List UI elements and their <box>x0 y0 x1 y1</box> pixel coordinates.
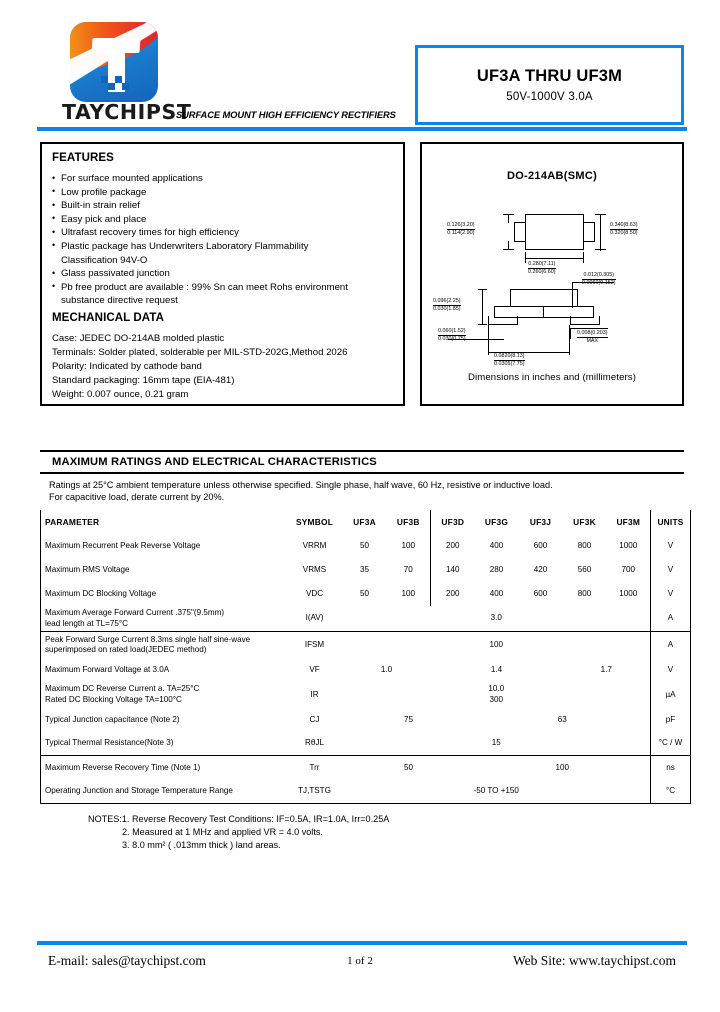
footer-accent-rule <box>37 941 687 945</box>
specifications-table-wrapper <box>40 510 684 805</box>
dimension-value: MAX <box>586 338 599 345</box>
dimension-label-right <box>610 222 638 237</box>
cell-value: 50 <box>359 588 369 598</box>
mechanical-heading: MECHANICAL DATA <box>52 312 165 324</box>
footer-email[interactable]: E-mail: sales@taychipst.com <box>48 953 206 968</box>
cell-value: 600 <box>533 588 548 598</box>
cell-symbol: IFSM <box>304 639 325 649</box>
note-2: 2. Measured at 1 MHz and applied VR = 4.0 volts. <box>122 827 323 838</box>
company-logo <box>62 22 192 127</box>
table-row <box>41 708 691 732</box>
list-item: • Easy pick and place <box>52 213 400 227</box>
cell-value: 200 <box>445 540 460 550</box>
table-row <box>41 756 691 780</box>
cell-value: 420 <box>533 564 548 574</box>
cell-parameter: Maximum Reverse Recovery Time (Note 1) <box>41 756 287 780</box>
cell-value-span: 15 <box>343 732 651 756</box>
dimension-value: 0.030(1.85) <box>433 306 461 313</box>
table-row <box>41 632 691 658</box>
dimension-value: 0.0305(7.75) <box>494 361 525 368</box>
ratings-condition-line2: For capacitive load, derate current by 20%. <box>49 492 225 503</box>
part-number-range: UF3A THRU UF3M <box>476 67 623 85</box>
cell-value-group: 75 <box>403 714 413 724</box>
company-name: TAYCHIPST <box>62 100 192 124</box>
table-row <box>41 534 691 558</box>
cell-symbol: CJ <box>309 714 320 724</box>
witness-line <box>595 249 606 250</box>
cell-value-group: 50 <box>403 762 413 772</box>
ratings-condition-line1: Ratings at 25°C ambient temperature unless otherwise specified. Single phase, half wave, 60 Hz, resistive or inductive load. <box>49 479 553 490</box>
list-item: • For surface mounted applications <box>52 172 400 186</box>
dimension-label-left <box>447 222 475 237</box>
witness-line <box>600 214 601 251</box>
table-row <box>41 682 691 708</box>
dimension-value: 0.114(2.90) <box>447 230 475 237</box>
cell-parameter-line1: Maximum Average Forward Current .375"(9.5mm) <box>45 608 225 618</box>
cell-units: V <box>651 534 691 558</box>
cell-value: 800 <box>577 588 592 598</box>
cell-value-group: 1.0 <box>380 664 393 674</box>
package-foot-left-shape <box>488 316 518 325</box>
list-item: • Ultrafast recovery times for high efficiency <box>52 226 400 240</box>
list-item: Terminals: Solder plated, solderable per MIL-STD-202G,Method 2026 <box>52 347 348 358</box>
cell-value-span <box>343 682 651 708</box>
ratings-conditions <box>40 474 684 509</box>
cell-parameter: Typical Thermal Resistance(Note 3) <box>41 732 287 756</box>
witness-line <box>508 214 509 223</box>
witness-line <box>572 282 573 308</box>
ratings-heading: MAXIMUM RATINGS AND ELECTRICAL CHARACTERISTICS <box>52 456 377 468</box>
witness-line <box>482 289 483 325</box>
dimension-value: 0.280(7.11) <box>528 261 556 269</box>
column-header-uf3g: UF3G <box>484 516 509 527</box>
cell-parameter-line1: Peak Forward Surge Current 8.3ms single half sine-wave <box>45 634 251 644</box>
cell-value: 70 <box>387 558 431 582</box>
cell-parameter: Maximum DC Blocking Voltage <box>41 582 287 606</box>
list-item: • Pb free product are available : 99% Sn can meet Rohs environment <box>52 281 400 295</box>
witness-line <box>569 325 570 355</box>
features-heading: FEATURES <box>52 152 114 164</box>
package-drawing-panel <box>420 142 684 406</box>
table-row <box>41 606 691 632</box>
cell-parameter: Maximum Recurrent Peak Reverse Voltage <box>41 534 287 558</box>
dimension-label-foot <box>438 328 466 343</box>
cell-value: 560 <box>577 564 592 574</box>
cell-units: °C <box>651 780 691 804</box>
list-item: • Low profile package <box>52 186 400 200</box>
table-row <box>41 658 691 682</box>
cell-value: 50 <box>359 540 369 550</box>
cell-value-span: 3.0 <box>343 606 651 632</box>
cell-units: µA <box>651 682 691 708</box>
cell-symbol: TJ,TSTG <box>287 780 343 804</box>
logo-icon <box>70 22 158 102</box>
cell-value: 800 <box>577 540 592 550</box>
page-header <box>0 0 720 136</box>
witness-line <box>543 306 544 318</box>
dimension-value: 0.126(3.20) <box>447 222 475 230</box>
footer-page-number: 1 of 2 <box>347 955 373 967</box>
table-row <box>41 780 691 804</box>
page-footer <box>0 949 720 989</box>
cell-units: A <box>651 632 691 658</box>
part-rating-summary: 50V-1000V 3.0A <box>506 91 593 103</box>
witness-line <box>503 249 514 250</box>
cell-units: V <box>651 582 691 606</box>
column-header-uf3d: UF3D <box>441 516 465 527</box>
dimension-value: 0.320(8.50) <box>610 230 638 237</box>
column-header-units: UNITS <box>651 510 691 534</box>
cell-value: 280 <box>489 564 504 574</box>
list-item-continuation: Classification 94V-O <box>61 254 148 266</box>
package-lead-right-shape <box>583 222 595 242</box>
features-panel <box>40 142 405 406</box>
package-foot-right-shape <box>570 316 600 325</box>
cell-value: 100 <box>387 534 431 558</box>
witness-line <box>478 289 487 290</box>
cell-value-group: 63 <box>557 714 567 724</box>
table-row <box>41 732 691 756</box>
list-item: • Plastic package has Underwriters Laboratory Flammability <box>52 240 396 254</box>
cell-symbol: RθJL <box>287 732 343 756</box>
cell-parameter <box>41 682 287 708</box>
cell-parameter-line2: lead length at TL=75°C <box>45 618 128 628</box>
cell-value-span: -50 TO +150 <box>343 780 651 804</box>
logo-checker-shape <box>101 76 132 92</box>
cell-symbol: VRRM <box>302 540 327 550</box>
cell-symbol: IR <box>310 689 319 699</box>
cell-units: V <box>651 558 691 582</box>
witness-line <box>488 325 489 355</box>
cell-parameter: Operating Junction and Storage Temperature Range <box>41 780 287 804</box>
cell-units: °C / W <box>651 732 691 756</box>
cell-parameter: Maximum RMS Voltage <box>41 558 287 582</box>
package-side-view-drawing <box>422 272 682 372</box>
list-item: • Built-in strain relief <box>52 199 400 213</box>
dimension-label-height <box>433 298 461 313</box>
dimension-label-length <box>494 353 525 368</box>
package-units-note: Dimensions in inches and (millimeters) <box>467 372 636 383</box>
package-type-label: DO-214AB(SMC) <box>506 170 598 182</box>
witness-line <box>503 214 514 215</box>
table-header-row <box>41 510 691 534</box>
features-list <box>52 172 400 308</box>
cell-parameter: Maximum Forward Voltage at 3.0A <box>41 658 287 682</box>
mechanical-list <box>52 332 400 402</box>
witness-line <box>478 324 487 325</box>
cell-units: A <box>651 606 691 632</box>
cell-value-line1: 10.0 <box>488 684 505 694</box>
cell-parameter: Typical Junction capacitance (Note 2) <box>41 708 287 732</box>
list-item: • Glass passivated junction <box>52 267 400 281</box>
table-row <box>41 558 691 582</box>
column-header-symbol: SYMBOL <box>295 516 334 527</box>
cell-value: 1000 <box>607 582 651 606</box>
note-3: 3. 8.0 mm² ( .013mm thick ) land areas. <box>122 839 281 850</box>
list-item: Polarity: Indicated by cathode band <box>52 361 202 372</box>
cell-symbol: Trr <box>309 762 320 772</box>
cell-value-group: 1.4 <box>490 664 503 674</box>
dimension-value: 0.0060(0.152) <box>582 280 616 287</box>
cell-parameter-line2: Rated DC Blocking Voltage TA=100°C <box>45 694 182 704</box>
package-top-view-drawing <box>422 196 682 274</box>
witness-line <box>525 252 526 263</box>
dimension-label-lead-thickness <box>582 272 616 287</box>
cell-value-group: 100 <box>555 762 569 772</box>
dimension-value: 0.012(0.305) <box>582 272 616 280</box>
cell-units: pF <box>651 708 691 732</box>
list-item: Standard packaging: 16mm tape (EIA-481) <box>52 375 235 386</box>
witness-line <box>595 214 606 215</box>
cell-symbol: I(AV) <box>287 606 343 632</box>
column-header-uf3m: UF3M <box>607 510 651 534</box>
cell-value: 600 <box>533 540 548 550</box>
package-body-shape <box>525 214 584 250</box>
column-header-uf3a: UF3A <box>353 516 376 527</box>
note-1: NOTES:1. Reverse Recovery Test Conditions: IF=0.5A, IR=1.0A, Irr=0.25A <box>88 814 390 825</box>
cell-value: 1000 <box>607 534 651 558</box>
dimension-value: 0.340(8.63) <box>610 222 638 230</box>
cell-parameter-line2: superimposed on rated load(JEDEC method) <box>45 645 207 655</box>
cell-value-group: 1.7 <box>600 664 612 674</box>
package-profile-upper-shape <box>510 289 578 306</box>
cell-value-line2: 300 <box>489 694 503 704</box>
cell-value: 400 <box>489 540 504 550</box>
table-notes <box>40 804 684 851</box>
table-row <box>41 582 691 606</box>
column-header-parameter: PARAMETER <box>41 510 287 534</box>
cell-value-span: 100 <box>489 639 503 649</box>
cell-parameter-line1: Maximum DC Reverse Current a. TA=25°C <box>45 684 200 694</box>
cell-value: 700 <box>607 558 651 582</box>
dimension-value: 0.260(6.60) <box>528 269 556 276</box>
header-accent-rule <box>37 127 687 131</box>
cell-value: 140 <box>445 564 460 574</box>
cell-symbol: VDC <box>305 588 324 598</box>
dimension-value: 0.0820(8.13) <box>494 353 525 361</box>
list-item-continuation: substance directive request <box>61 295 178 307</box>
cell-units: ns <box>651 756 691 780</box>
cell-units: V <box>651 658 691 682</box>
cell-parameter <box>41 606 287 632</box>
witness-line <box>525 258 584 259</box>
list-item: Weight: 0.007 ounce, 0.21 gram <box>52 389 189 400</box>
cell-value: 35 <box>359 564 369 574</box>
column-header-uf3j: UF3J <box>529 516 552 527</box>
cell-symbol: VRMS <box>302 564 327 574</box>
cell-symbol: VF <box>309 664 320 674</box>
footer-website[interactable]: Web Site: www.taychipst.com <box>512 953 676 968</box>
package-lead-left-shape <box>514 222 526 242</box>
cell-value: 200 <box>445 588 460 598</box>
company-tagline: SURFACE MOUNT HIGH EFFICIENCY RECTIFIERS <box>176 110 396 120</box>
specifications-table <box>40 510 691 805</box>
witness-line <box>570 328 608 329</box>
witness-line <box>583 252 584 263</box>
list-item: Case: JEDEC DO-214AB molded plastic <box>52 333 225 344</box>
cell-value: 100 <box>387 582 431 606</box>
column-header-uf3b: UF3B <box>387 510 431 534</box>
cell-parameter <box>41 632 287 658</box>
dimension-value: 0.030(0.75) <box>438 336 466 343</box>
dimension-label-standoff <box>577 330 608 345</box>
dimension-value: 0.096(2.25) <box>433 298 461 306</box>
part-title-box <box>415 45 684 125</box>
column-header-uf3k: UF3K <box>573 516 596 527</box>
ratings-section <box>40 450 684 852</box>
dimension-value: 0.008(0.203) <box>577 330 608 338</box>
cell-value: 400 <box>489 588 504 598</box>
dimension-value: 0.060(1.52) <box>438 328 466 336</box>
